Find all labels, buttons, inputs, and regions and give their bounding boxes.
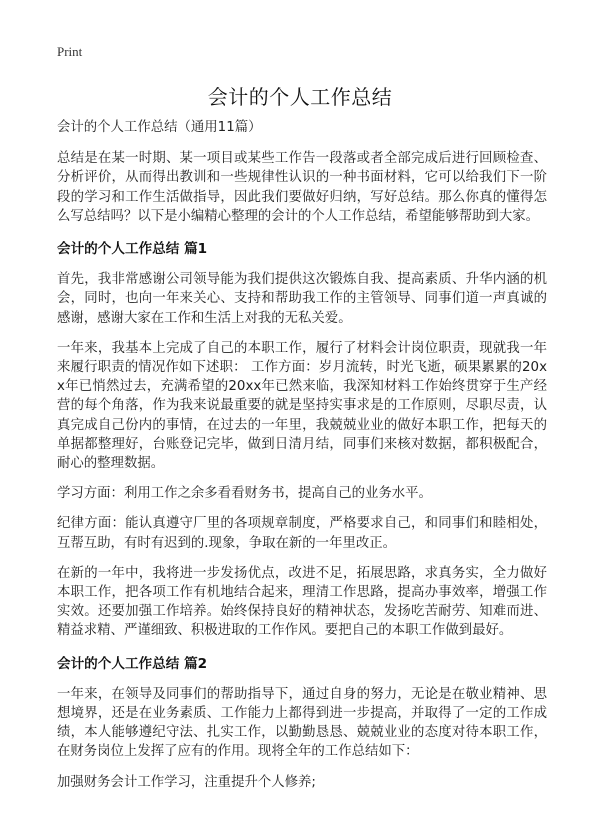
document-subtitle: 会计的个人工作总结（通用11篇） [57,120,262,135]
section-1-paragraph-5: 在新的一年中，我将进一步发扬优点，改进不足，拓展思路，求真务实，全力做好本职工作，把各项工作有机地结合起来，理清工作思路，提高办事效率，增强工作实效。还要加强工作培养。始终保持良好的精神状态，发扬吃苦耐劳、知难而进、精益求精、严谨细致、积极进取的工作作风。要把自己的本职工作做到最好。 [57,565,547,639]
page-title: 会计的个人工作总结 [207,85,393,109]
print-button[interactable]: Print [57,44,83,59]
section-1-paragraph-2: 一年来，我基本上完成了自己的本职工作，履行了材料会计岗位职责，现就我一年来履行职责的情况作如下述职： 工作方面：岁月流转，时光飞逝，硕果累累的20xx年已悄然过去，充满希望的20xx年已然来临，我深知材料工作始终贯穿于生产经营的每个角落，作为我来说最重要的就是坚持实事求是的工作原则，尽职尽责，认真完成自己份内的事情，在过去的一年里，我兢兢业业的做好本职工作，把每天的单据都整理好，台账登记完毕，做到日清月结，同事们来核对数据，都积极配合，耐心的整理数据。 [57,340,547,472]
document-body [57,118,547,803]
section-2-paragraph-2: 加强财务会计工作学习，注重提升个人修养; [57,774,316,790]
section-1-paragraph-3: 学习方面：利用工作之余多看看财务书，提高自己的业务水平。 [57,486,432,502]
section-2-paragraph-1: 一年来，在领导及同事们的帮助指导下，通过自身的努力，无论是在敬业精神、思想境界，还是在业务素质、工作能力上都得到进一步提高，并取得了一定的工作成绩，本人能够遵纪守法、扎实工作，以勤勤恳恳、兢兢业业的态度对待本职工作，在财务岗位上发挥了应有的作用。现将全年的工作总结如下： [57,686,547,760]
section-heading-2: 会计的个人工作总结 篇2 [57,655,208,672]
section-1-paragraph-1: 首先，我非常感谢公司领导能为我们提供这次锻炼自我、提高素质、升华内涵的机会，同时，也向一年来关心、支持和帮助我工作的主管领导、同事们道一声真诚的感谢，感谢大家在工作和生活上对我的无私关爱。 [57,272,547,326]
section-heading-1: 会计的个人工作总结 篇1 [57,241,208,258]
intro-paragraph: 总结是在某一时期、某一项目或某些工作告一段落或者全部完成后进行回顾检查、分析评价，从而得出教训和一些规律性认识的一种书面材料，它可以给我们下一阶段的学习和工作生活做指导，因此我们要做好归纳，写好总结。那么你真的懂得怎么写总结吗？以下是小编精心整理的会计的个人工作总结，希望能够帮助到大家。 [57,151,547,224]
section-1-paragraph-4: 纪律方面：能认真遵守厂里的各项规章制度，严格要求自己，和同事们和睦相处，互帮互助，有时有迟到的.现象，争取在新的一年里改正。 [57,516,547,551]
